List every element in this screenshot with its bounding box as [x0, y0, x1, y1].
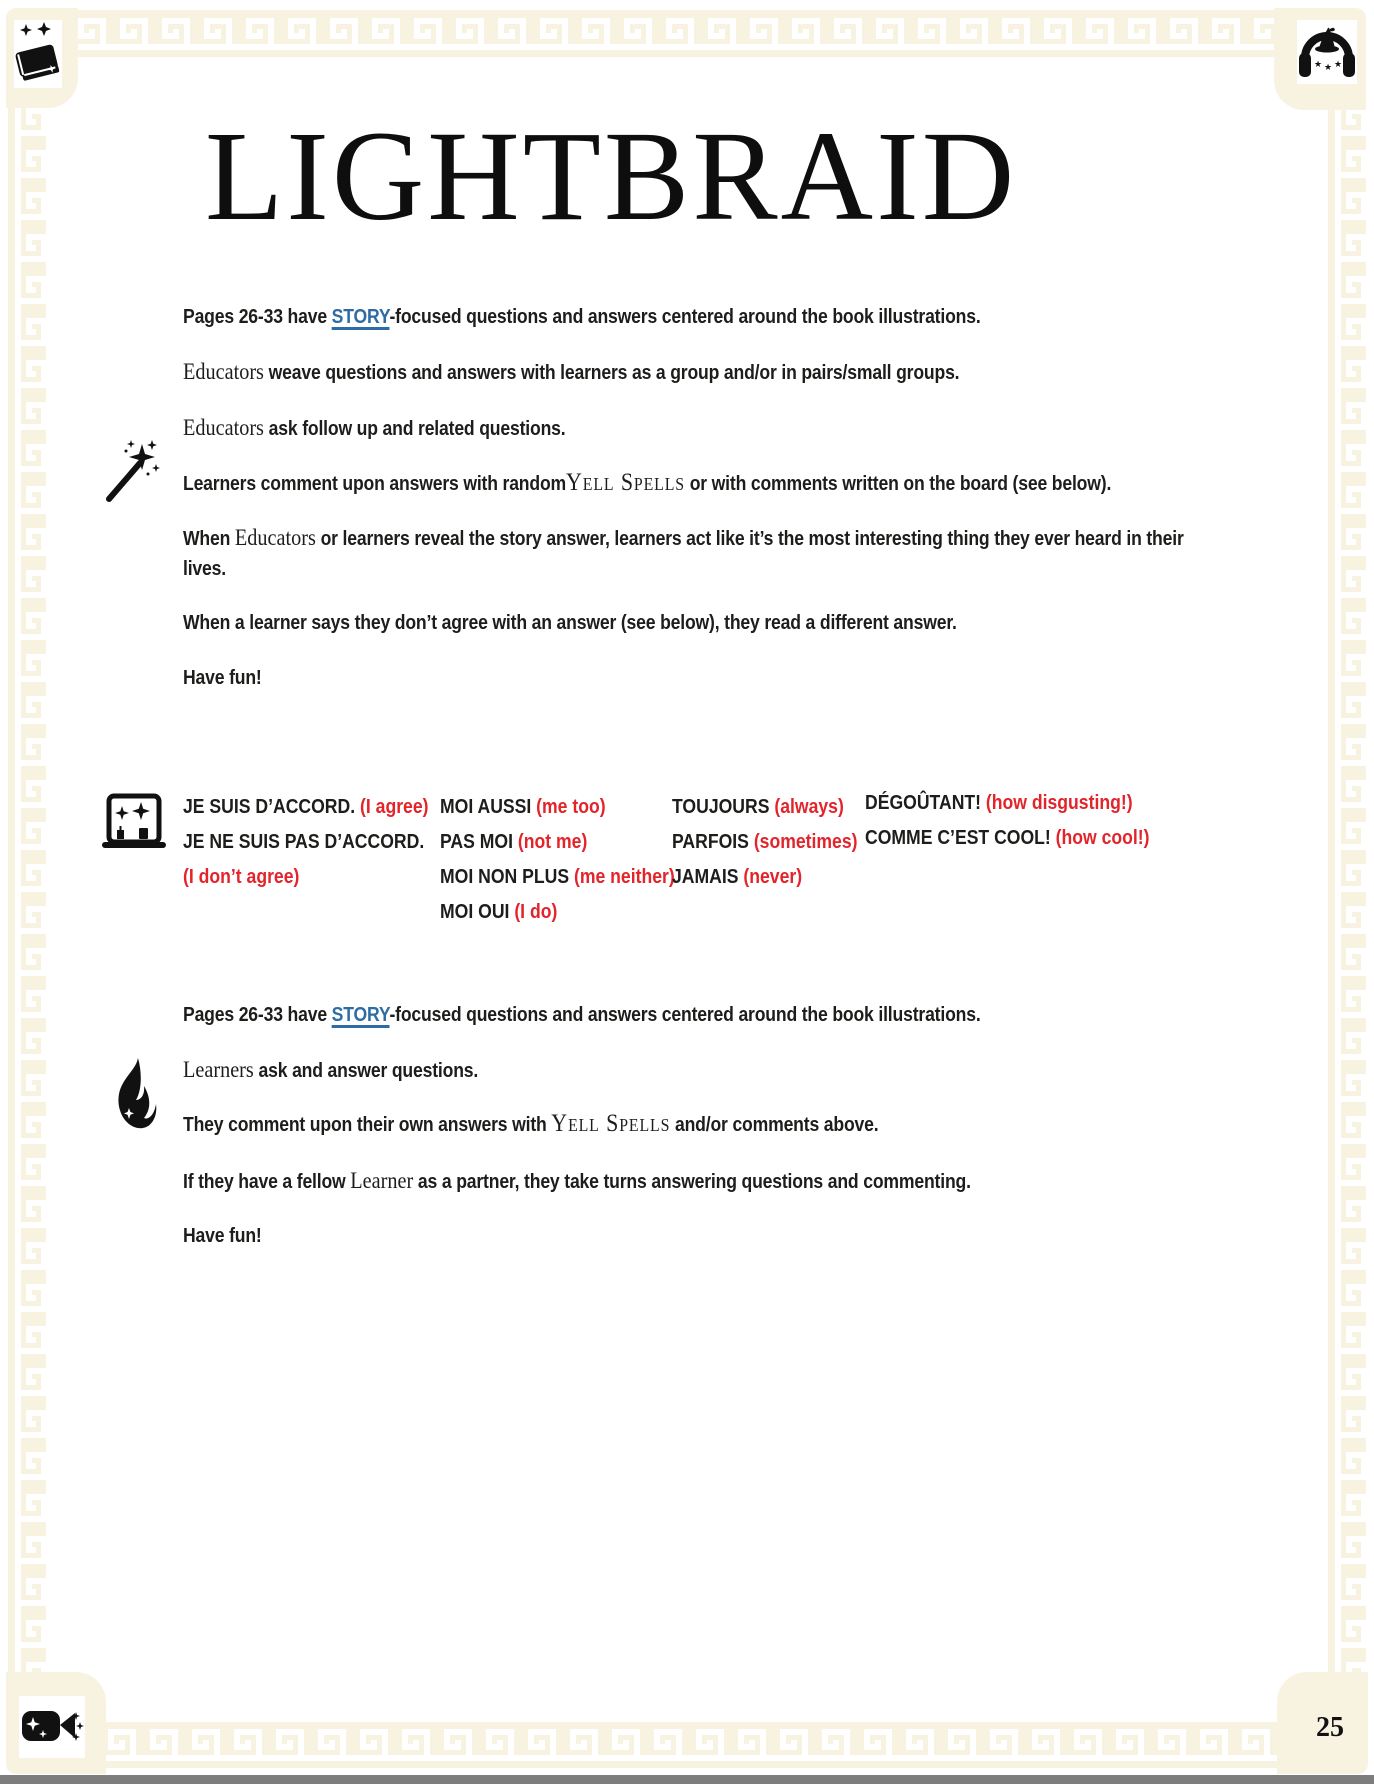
- svg-text:★: ★: [1334, 60, 1343, 70]
- phrase-line: [183, 860, 428, 895]
- magic-wand-icon: [104, 438, 162, 504]
- fancy-serif-word: Educators: [183, 359, 264, 384]
- paragraph-second-1: [183, 1000, 1204, 1030]
- text-run: PARFOIS: [672, 831, 754, 853]
- text-run: When a learner says they don’t agree with an answer (see below), they read a different answer.: [183, 612, 957, 634]
- paragraph-intro-5: [183, 523, 1204, 584]
- translation-text: (sometimes): [753, 831, 858, 853]
- text-run: Learners comment upon answers with random: [183, 473, 567, 495]
- phrase-column-exclamations: [865, 786, 1150, 856]
- phrase-line: [440, 825, 675, 860]
- paragraph-intro-3: [183, 413, 1204, 444]
- translation-text: (I don’t agree): [183, 866, 300, 888]
- phrase-line: [865, 821, 1150, 856]
- yell-spells-word: Yell Spells: [551, 1110, 671, 1137]
- wizard-headphones-icon: [1297, 20, 1357, 84]
- text-run: JE NE SUIS PAS D’ACCORD.: [183, 831, 425, 853]
- text-run: MOI NON PLUS: [440, 866, 574, 888]
- text-run: When: [183, 528, 235, 550]
- phrase-line: [440, 790, 675, 825]
- phrase-line: [672, 825, 857, 860]
- paragraph-second-5: [183, 1221, 1204, 1251]
- svg-text:★: ★: [1324, 63, 1333, 73]
- text-run: and/or comments above.: [670, 1114, 879, 1136]
- yell-spells-word: Yell Spells: [566, 469, 685, 496]
- phrase-line: [672, 790, 857, 825]
- text-run: JE SUIS D’ACCORD.: [183, 796, 361, 818]
- phrase-column-frequency: [672, 790, 857, 895]
- paragraph-intro-7: [183, 663, 1204, 693]
- paragraph-intro-2: [183, 357, 1204, 388]
- greek-key-border-top: [70, 10, 1274, 57]
- magic-book-icon: [14, 20, 62, 88]
- greek-key-border-right: [1328, 100, 1366, 1672]
- translation-text: (I do): [514, 901, 558, 923]
- paragraph-second-3: [183, 1109, 1204, 1140]
- text-run: ask and answer questions.: [253, 1060, 479, 1082]
- text-run: PAS MOI: [440, 831, 518, 853]
- paragraph-second-2: [183, 1055, 1204, 1086]
- text-run: MOI OUI: [440, 901, 515, 923]
- translation-text: (never): [743, 866, 803, 888]
- text-run: -focused questions and answers centered around the book illustrations.: [389, 306, 981, 328]
- phrase-column-agreement: [183, 790, 428, 895]
- page-title: LIGHTBRAID: [205, 105, 1018, 247]
- phrase-line: [183, 790, 428, 825]
- audio-button[interactable]: [1297, 20, 1357, 84]
- story-book-button[interactable]: [14, 20, 62, 88]
- text-run: Pages 26-33 have: [183, 306, 332, 328]
- text-run: DÉGOÛTANT!: [865, 792, 986, 814]
- text-run: They comment upon their own answers with: [183, 1114, 552, 1136]
- magic-board-icon: [102, 792, 166, 854]
- text-run: TOUJOURS: [672, 796, 775, 818]
- text-run: JAMAIS: [672, 866, 744, 888]
- translation-text: (how disgusting!): [985, 792, 1133, 814]
- greek-key-border-left: [8, 100, 46, 1672]
- paragraph-intro-6: [183, 608, 1204, 638]
- text-run: Have fun!: [183, 1225, 262, 1247]
- fancy-serif-word: Educators: [183, 415, 264, 440]
- story-link[interactable]: STORY: [331, 1004, 390, 1026]
- translation-text: (always): [774, 796, 844, 818]
- text-run: Have fun!: [183, 667, 262, 689]
- text-run: Pages 26-33 have: [183, 1004, 332, 1026]
- phrase-column-me-too: [440, 790, 675, 930]
- magic-video-camera-icon: [19, 1696, 85, 1758]
- translation-text: (I agree): [360, 796, 429, 818]
- bottom-edge-bar: [0, 1775, 1374, 1784]
- translation-text: (not me): [517, 831, 588, 853]
- text-run: or with comments written on the board (see below).: [684, 473, 1112, 495]
- translation-text: (how cool!): [1055, 827, 1150, 849]
- text-run: weave questions and answers with learners as a group and/or in pairs/small groups.: [263, 362, 960, 384]
- fancy-serif-word: Educators: [234, 525, 316, 550]
- translation-text: (me neither): [573, 866, 675, 888]
- paragraph-intro-4: [183, 468, 1204, 499]
- phrase-line: [440, 860, 675, 895]
- greek-key-border-bottom: [100, 1722, 1277, 1768]
- text-run: MOI AUSSI: [440, 796, 537, 818]
- translation-text: (me too): [536, 796, 606, 818]
- phrase-line: [183, 825, 428, 860]
- page-number: 25: [1316, 1712, 1344, 1743]
- text-run: COMME C’EST COOL!: [865, 827, 1056, 849]
- flame-icon: [112, 1056, 160, 1132]
- fancy-serif-word: Learner: [350, 1168, 414, 1193]
- paragraph-second-4: [183, 1166, 1204, 1197]
- fancy-serif-word: Learners: [183, 1057, 254, 1082]
- video-button[interactable]: [19, 1696, 85, 1758]
- phrase-line: [440, 895, 675, 930]
- svg-text:★: ★: [1314, 60, 1323, 70]
- text-run: -focused questions and answers centered around the book illustrations.: [389, 1004, 981, 1026]
- paragraph-intro-1: [183, 302, 1204, 332]
- story-link[interactable]: STORY: [331, 306, 390, 328]
- text-run: ask follow up and related questions.: [263, 418, 566, 440]
- text-run: as a partner, they take turns answering questions and commenting.: [413, 1171, 971, 1193]
- phrase-line: [865, 786, 1150, 821]
- phrase-line: [672, 860, 857, 895]
- text-run: If they have a fellow: [183, 1171, 351, 1193]
- text-run: or learners reveal the story answer, learners act like it’s the most interesting thing they ever heard in their lives.: [183, 528, 1184, 580]
